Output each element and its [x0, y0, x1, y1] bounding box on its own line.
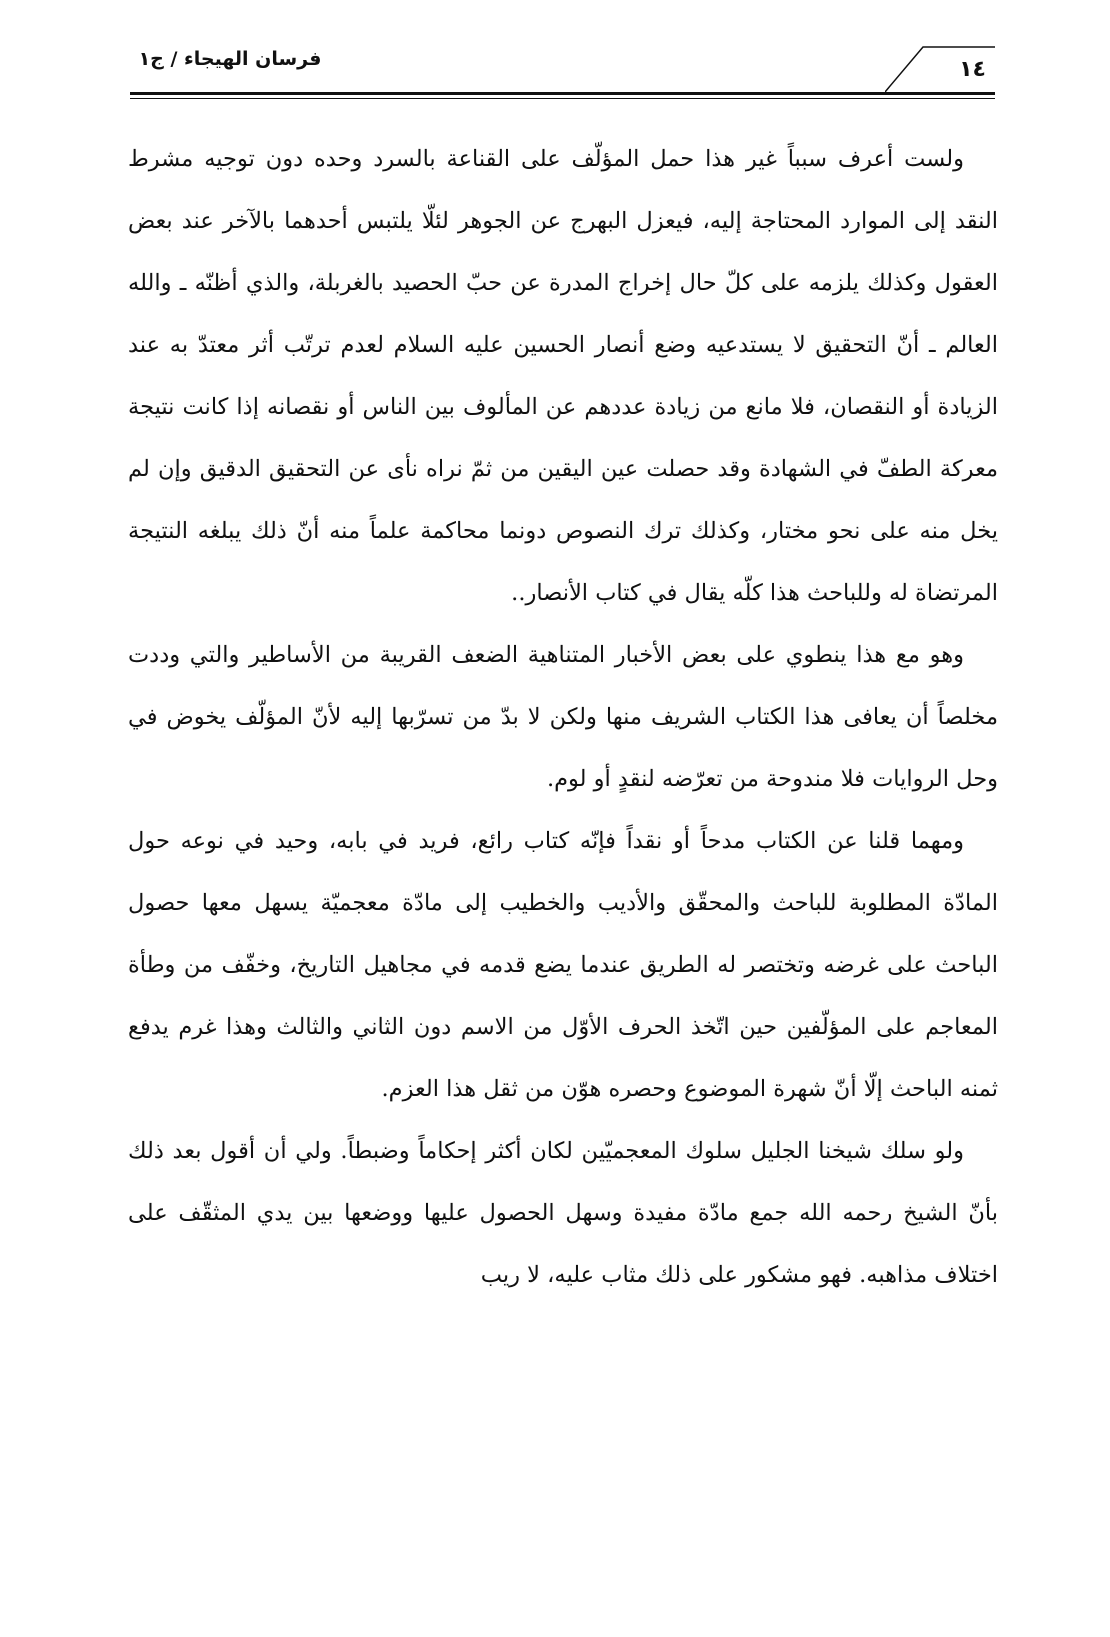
page-number: ١٤: [959, 57, 986, 82]
running-header-title: فرسان الهيجاء / ج١: [138, 48, 322, 70]
paragraph-4: ولو سلك شيخنا الجليل سلوك المعجميّين لكان أكثر إحكاماً وضبطاً. ولي أن أقول بعد ذلك بأنّ الشيخ رحمه الله جمع مادّة مفيدة وسهل الحصول عليها ووضعها بين يدي المثقّف على اختلاف مذاهبه. فهو مشكور على ذلك مثاب عليه، لا ريب: [128, 1138, 998, 1288]
paragraph-3: ومهما قلنا عن الكتاب مدحاً أو نقداً فإنّه كتاب رائع، فريد في بابه، وحيد في نوعه حول المادّة المطلوبة للباحث والمحقّق والأديب والخطيب إلى مادّة معجميّة يسهل معها حصول الباحث على غرضه وتختصر له الطريق عندما يضع قدمه في مجاهيل التاريخ، وخفّف من وطأة المعاجم على المؤلّفين حين اتّخذ الحرف الأوّل من الاسم دون الثاني والثالث وهذا غرم يدفع ثمنه الباحث إلّا أنّ شهرة الموضوع وحصره هوّن من ثقل هذا العزم.: [128, 828, 998, 1102]
paragraph-1: ولست أعرف سبباً غير هذا حمل المؤلّف على القناعة بالسرد وحده دون توجيه مشرط النقد إلى الموارد المحتاجة إليه، فيعزل البهرج عن الجوهر لئلّا يلتبس أحدهما بالآخر عند بعض العقول وكذلك يلزمه على كلّ حال إخراج المدرة عن حبّ الحصيد بالغربلة، والذي أظنّه ـ والله العالم ـ أنّ التحقيق لا يستدعيه وضع أنصار الحسين عليه السلام لعدم ترتّب أثر معتدّ به عند الزيادة أو النقصان، فلا مانع من زيادة عددهم عن المألوف بين الناس أو نقصانه إذا كانت نتيجة معركة الطفّ في الشهادة وقد حصلت عين اليقين من ثمّ نراه نأى عن التحقيق الدقيق وإن لم يخل منه على نحو مختار، وكذلك ترك النصوص دونما محاكمة علماً منه أنّ ذلك يبلغه النتيجة المرتضاة له وللباحث هذا كلّه يقال في كتاب الأنصار..: [128, 146, 998, 606]
header-rule-thick: [130, 92, 995, 95]
header-rule-thin: [130, 98, 995, 99]
paragraph-2: وهو مع هذا ينطوي على بعض الأخبار المتناهية الضعف القريبة من الأساطير والتي وددت مخلصاً أن يعافى هذا الكتاب الشريف منها ولكن لا بدّ من تسرّبها إليه لأنّ المؤلّف يخوض في وحل الروايات فلا مندوحة من تعرّضه لنقدٍ أو لوم.: [128, 642, 998, 792]
body-text: [128, 128, 998, 1306]
